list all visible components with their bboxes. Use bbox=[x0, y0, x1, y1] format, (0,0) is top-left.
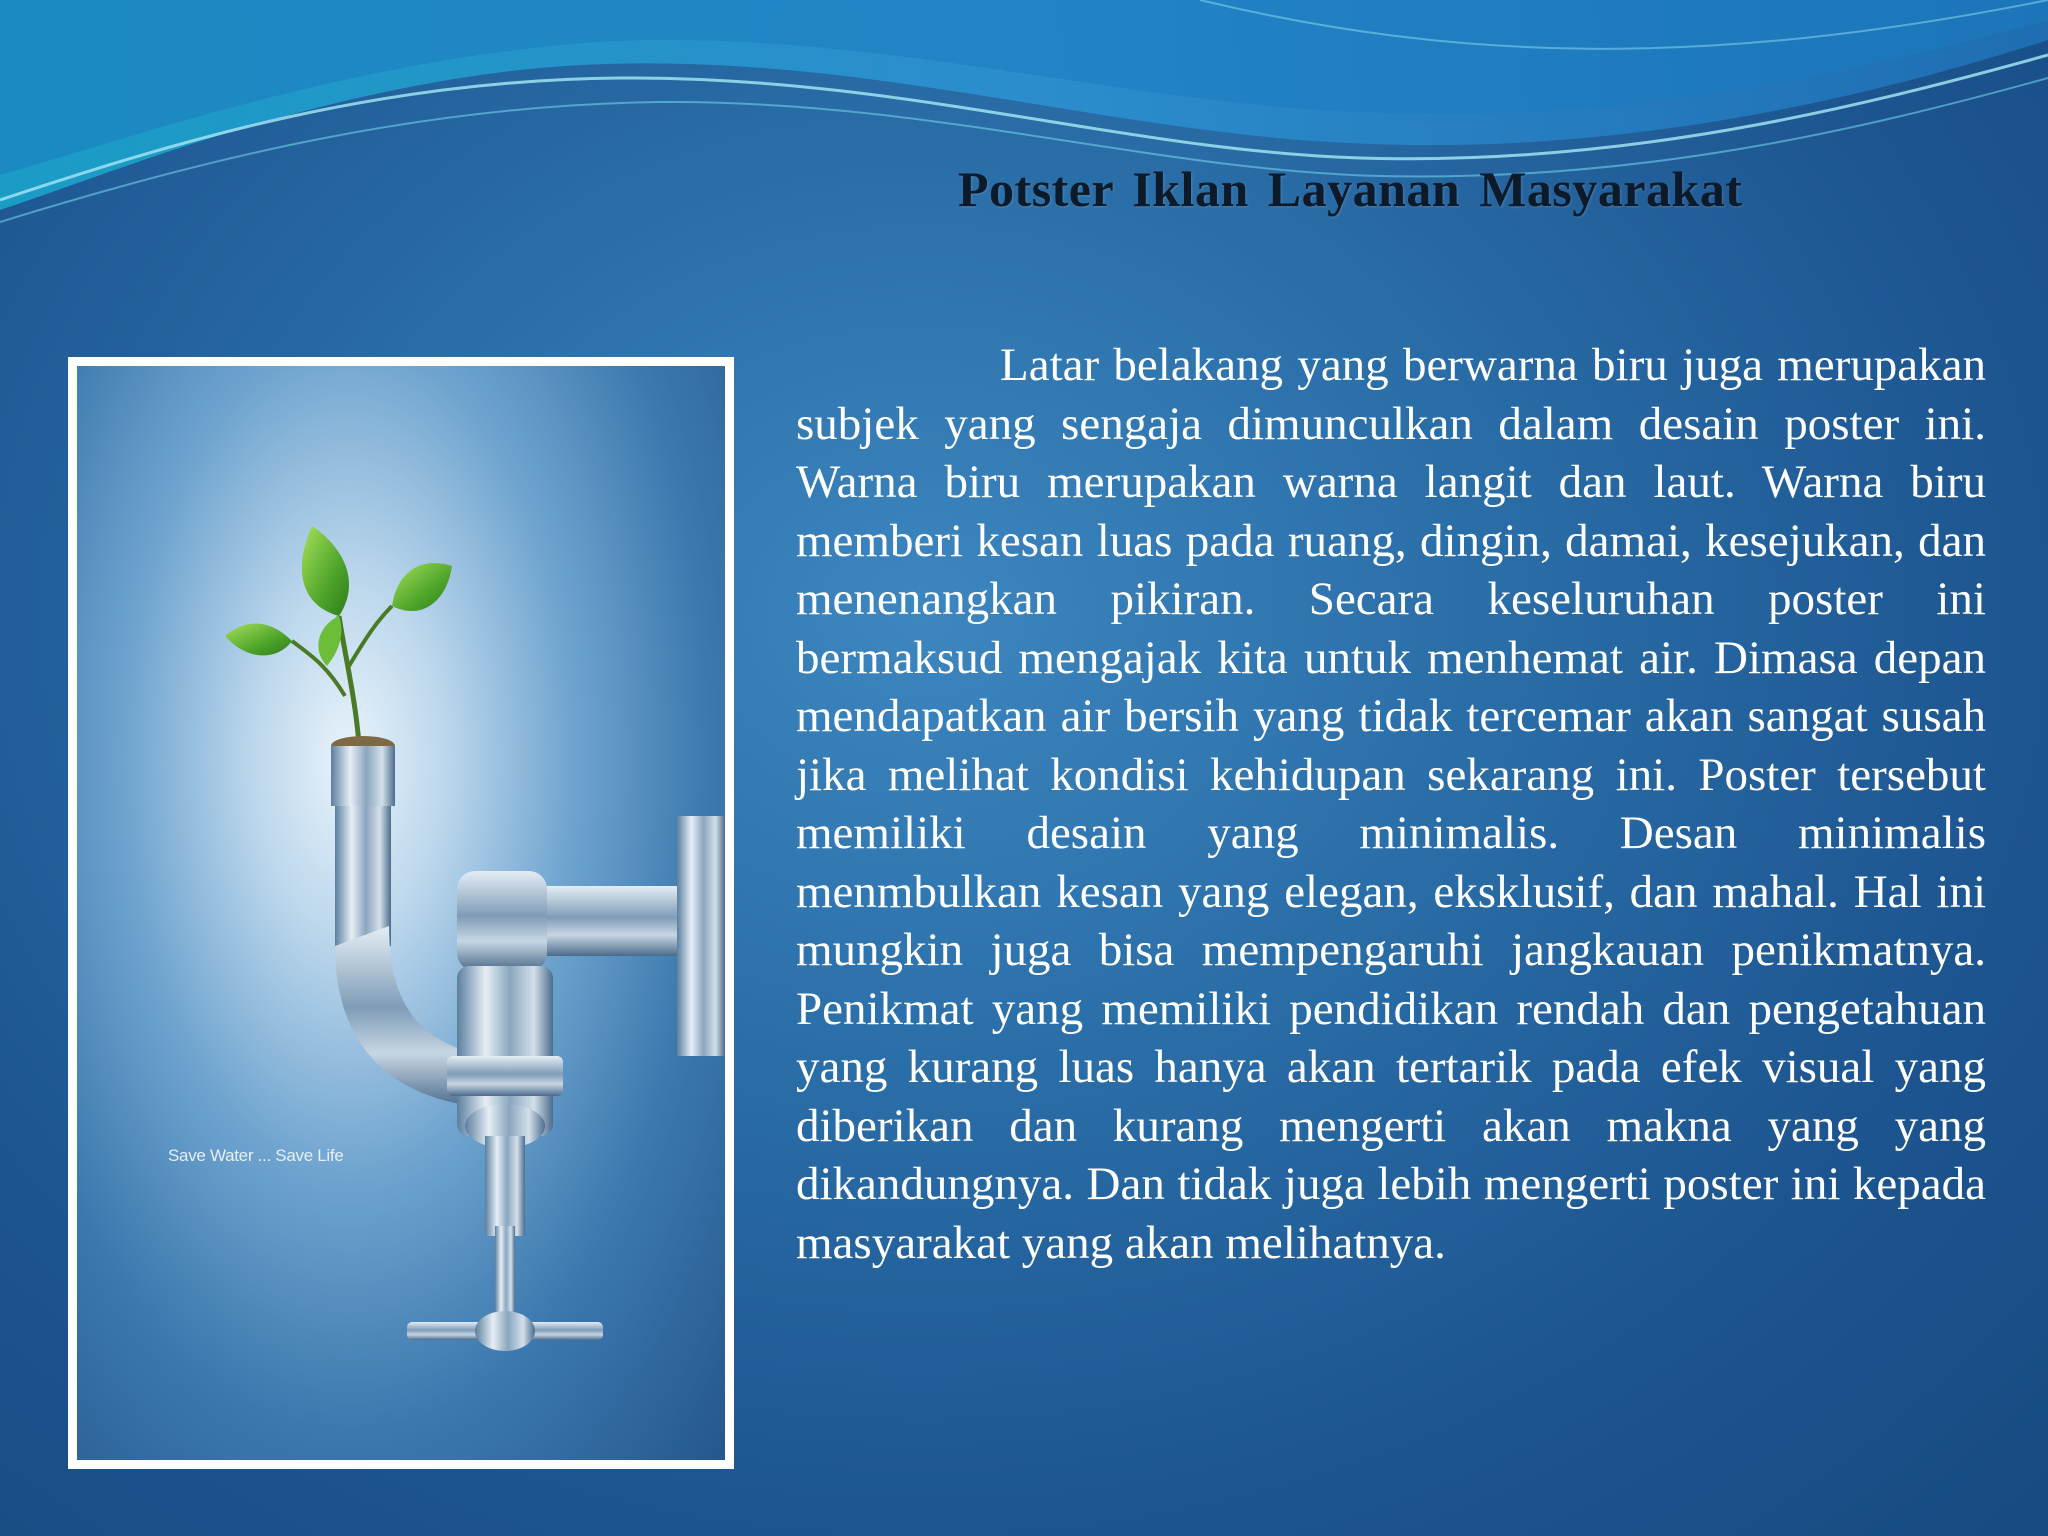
header-wave-decoration bbox=[0, 0, 2048, 260]
poster-image bbox=[77, 366, 725, 1460]
body-paragraph: Latar belakang yang berwarna biru juga merupakan subjek yang sengaja dimunculkan dalam desain poster ini. Warna biru merupakan warna langit dan laut. Warna biru memberi kesan luas pada ruang, dingin, damai, kesejukan, dan menenangkan pikiran. Secara keseluruhan poster ini bermaksud mengajak kita untuk menhemat air. Dimasa depan mendapatkan air bersih yang tidak tercemar akan sangat susah jika melihat kondisi kehidupan sekarang ini. Poster tersebut memiliki desain yang minimalis. Desan minimalis menmbulkan kesan yang elegan, eksklusif, dan mahal. Hal ini mungkin juga bisa mempengaruhi jangkauan penikmatnya. Penikmat yang memiliki pendidikan rendah dan pengetahuan yang kurang luas hanya akan tertarik pada efek visual yang diberikan dan kurang mengerti akan makna yang yang dikandungnya. Dan tidak juga lebih mengerti poster ini kepada masyarakat yang akan melihatnya. bbox=[796, 339, 1986, 1269]
faucet-with-plant-icon bbox=[77, 366, 725, 1460]
slide-title: Potster Iklan Layanan Masyarakat bbox=[958, 161, 1743, 217]
poster-image-frame bbox=[68, 357, 734, 1469]
poster-caption: Save Water ... Save Life bbox=[168, 1146, 344, 1165]
